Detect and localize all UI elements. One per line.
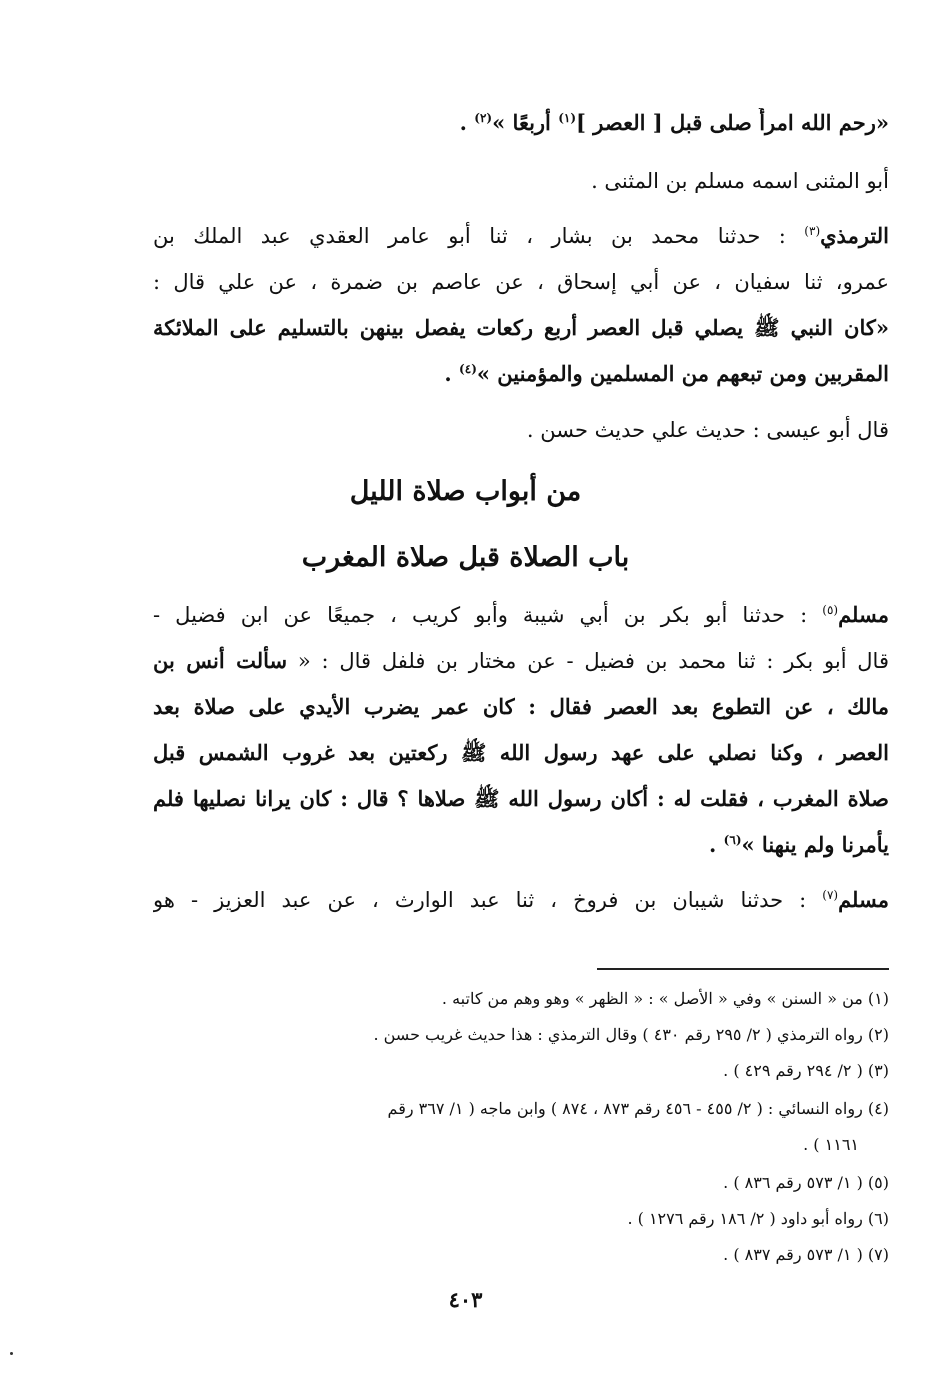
footnote-ref: (٥)	[822, 603, 839, 617]
punctuation: .	[459, 110, 475, 135]
grading-note: قال أبو عيسى : حديث علي حديث حسن .	[526, 418, 889, 442]
footnote-4-continuation: ١١٦١ ) .	[803, 1135, 859, 1154]
footnote-7: (٧) ( ١/ ٥٧٣ رقم ٨٣٧ ) .	[723, 1245, 889, 1264]
footnote-2: (٢) رواه الترمذي ( ٢/ ٢٩٥ رقم ٤٣٠ ) وقال الترمذي : هذا حديث غريب حسن .	[373, 1025, 889, 1044]
hadith-quote-line: «كان النبي ﷺ يصلي قبل العصر أربع ركعات يفصل بينهن بالتسليم على الملائكة	[153, 315, 889, 340]
quote-text: يأمرنا ولم ينهنا »	[741, 832, 889, 857]
scan-speck	[10, 1352, 13, 1355]
footnote-ref: (٤)	[459, 362, 477, 376]
quote-text: «رحم الله امرأً صلى قبل [ العصر ]	[576, 110, 889, 135]
quote-text: المقربين ومن تبعهم من المسلمين والمؤمنين »	[476, 361, 889, 386]
isnad-line	[153, 885, 889, 915]
isnad-line	[153, 221, 889, 251]
footnote-ref: (٢)	[474, 111, 493, 125]
isnad-text: : حدثنا أبو بكر بن أبي شيبة وأبو كريب ، جميعًا عن ابن فضيل -	[153, 603, 823, 627]
hadith-quote-line: مالك ، عن التطوع بعد العصر فقال : كان عمر يضرب الأيدي على صلاة بعد	[153, 694, 889, 719]
page-number: ٤٠٣	[448, 1287, 483, 1312]
isnad-line: عمرو، ثنا سفيان ، عن أبي إسحاق ، عن عاصم بن ضمرة ، عن علي قال :	[153, 270, 889, 294]
footnote-ref: (٣)	[804, 224, 821, 238]
footnote-ref: (٧)	[822, 888, 839, 902]
chapter-heading: باب الصلاة قبل صلاة المغرب	[301, 542, 630, 573]
source-name: مسلم	[838, 887, 889, 912]
quote-text: أربعًا »	[492, 110, 559, 135]
source-name: مسلم	[838, 602, 889, 627]
footnote-4: (٤) رواه النسائي : ( ٢/ ٤٥٥ - ٤٥٦ رقم ٨٧٣ ، ٨٧٤ ) وابن ماجه ( ١/ ٣٦٧ رقم	[387, 1099, 889, 1118]
hadith-quote-line	[153, 359, 889, 389]
hadith-quote-line	[153, 830, 889, 860]
footnote-ref: (٦)	[723, 833, 742, 847]
hadith-quote-line	[153, 108, 889, 138]
quote-text: سألت أنس بن	[153, 648, 288, 673]
footnote-6: (٦) رواه أبو داود ( ٢/ ١٨٦ رقم ١٢٧٦ ) .	[627, 1209, 889, 1228]
section-heading: من أبواب صلاة الليل	[349, 476, 582, 507]
isnad-text: : حدثنا شيبان بن فروخ ، ثنا عبد الوارث ، عن عبد العزيز - هو	[153, 888, 823, 912]
punctuation: .	[709, 832, 724, 857]
isnad-text: قال أبو بكر : ثنا محمد بن فضيل - عن مختار بن فلفل قال : «	[287, 649, 889, 673]
footnote-separator	[597, 968, 889, 970]
footnote-1: (١) من « السنن » وفي « الأصل » : « الظهر » وهو وهم من كاتبه .	[441, 989, 889, 1008]
footnote-3: (٣) ( ٢/ ٢٩٤ رقم ٤٢٩ ) .	[723, 1061, 889, 1080]
punctuation: .	[444, 361, 460, 386]
isnad-line	[153, 600, 889, 630]
footnote-ref: (١)	[558, 111, 577, 125]
narrator-note: أبو المثنى اسمه مسلم بن المثنى .	[591, 169, 889, 193]
footnote-5: (٥) ( ١/ ٥٧٣ رقم ٨٣٦ ) .	[723, 1173, 889, 1192]
hadith-quote-line: صلاة المغرب ، فقلت له : أكان رسول الله ﷺ صلاها ؟ قال : كان يرانا نصليها فلم	[153, 786, 889, 811]
source-name: الترمذي	[820, 223, 889, 248]
isnad-text: : حدثنا محمد بن بشار ، ثنا أبو عامر العقدي عبد الملك بن	[153, 224, 805, 248]
hadith-quote-line: العصر ، وكنا نصلي على عهد رسول الله ﷺ ركعتين بعد غروب الشمس قبل	[153, 740, 889, 765]
isnad-line	[153, 646, 889, 676]
